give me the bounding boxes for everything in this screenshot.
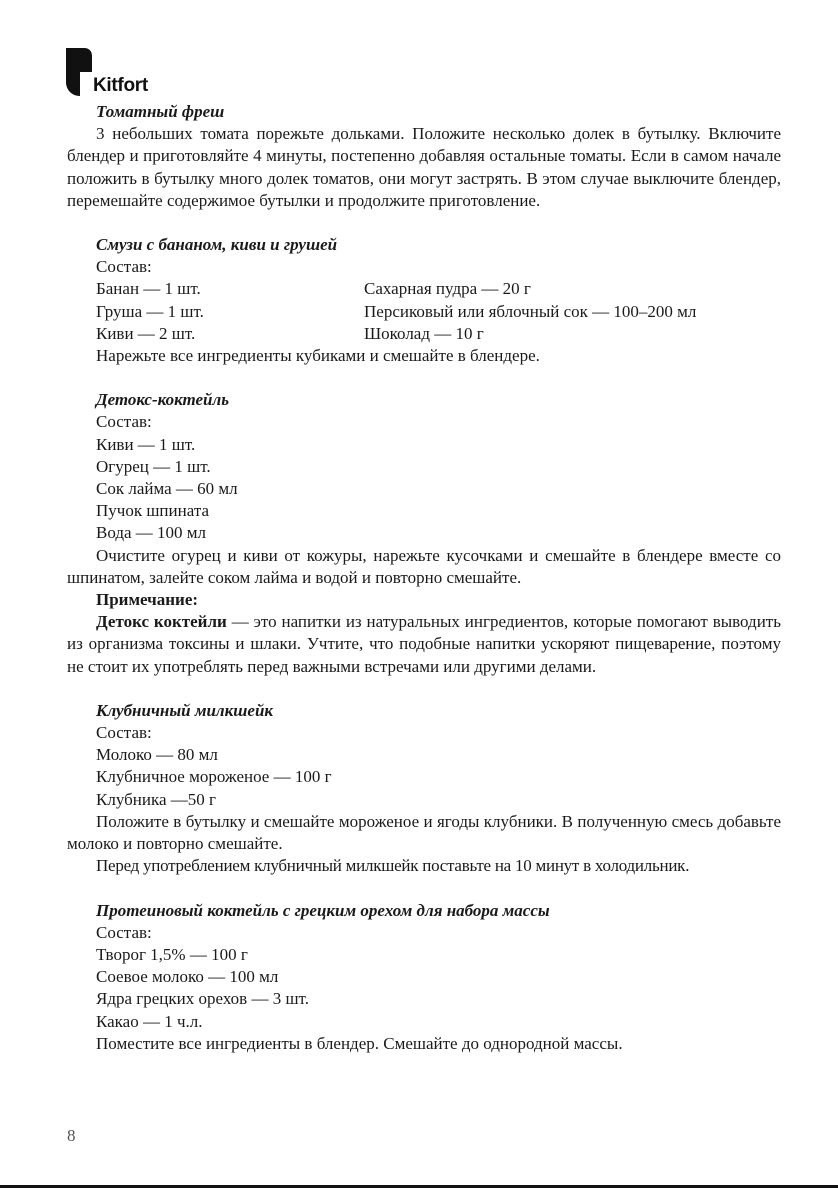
- ingredient: Огурец — 1 шт.: [96, 456, 211, 476]
- ingredient: Ядра грецких орехов — 3 шт.: [96, 989, 309, 1009]
- ingredient: Персиковый или яблочный сок — 100–200 мл: [364, 301, 697, 321]
- composition-label: Состав:: [96, 412, 152, 432]
- recipe-title-protein: Протеиновый коктейль с грецким орехом для набора массы: [96, 900, 550, 920]
- kitfort-logo: [66, 48, 166, 98]
- ingredient: Творог 1,5% — 100 г: [96, 944, 248, 964]
- note-term: Детокс коктейли: [96, 612, 227, 632]
- ingredient: Соевое молоко — 100 мл: [96, 967, 279, 987]
- kitfort-logo-icon: [66, 48, 92, 96]
- composition-label: Состав:: [96, 257, 152, 277]
- ingredient: Молоко — 80 мл: [96, 745, 218, 765]
- recipes-content: [67, 101, 781, 1055]
- ingredient: Пучок шпината: [96, 501, 210, 521]
- note-text: — это напитки из натуральных ингредиентов, которые помогают выводить из организма токсины и шлаки. Учтите, что подобные напитки ускоряют пищеварение, поэтому не стоит их употреблять перед важными встречами или другими делами.: [67, 612, 781, 676]
- ingredient: Сок лайма — 60 мл: [96, 479, 238, 499]
- composition-label: Состав:: [96, 723, 152, 743]
- brand-name: Kitfort: [93, 75, 148, 96]
- recipe-text-tomato: 3 небольших томата порежьте дольками. Положите несколько долек в бутылку. Включите блендер и приготовляйте 4 минуты, постепенно добавляя остальные томаты. Если в самом начале положить в бутылку много долек томатов, они могут застрять. В этом случае выключите блендер, перемешайте содержимое бутылки и продолжите приготовление.: [67, 124, 781, 210]
- recipe-title-detox: Детокс-коктейль: [96, 390, 229, 410]
- recipe-instruction-milkshake-2: Перед употреблением клубничный милкшейк поставьте на 10 минут в холодильник.: [96, 856, 690, 876]
- ingredient-row: [67, 301, 781, 323]
- ingredient: Клубничное мороженое — 100 г: [96, 767, 332, 787]
- recipe-instruction-milkshake: Положите в бутылку и смешайте мороженое и ягоды клубники. В полученную смесь добавьте молоко и повторно смешайте.: [67, 811, 781, 854]
- composition-label: Состав:: [96, 922, 152, 942]
- recipe-title-milkshake: Клубничный милкшейк: [96, 700, 274, 720]
- ingredient: Киви — 1 шт.: [96, 434, 196, 454]
- ingredient: Груша — 1 шт.: [96, 301, 204, 321]
- recipe-instruction-protein: Поместите все ингредиенты в блендер. Смешайте до однородной массы.: [96, 1033, 623, 1053]
- ingredient-row: [67, 278, 781, 300]
- ingredient: Вода — 100 мл: [96, 523, 207, 543]
- recipe-title-smoothie: Смузи с бананом, киви и грушей: [96, 235, 338, 255]
- recipe-title-tomato: Томатный фреш: [96, 102, 225, 121]
- ingredient: Сахарная пудра — 20 г: [364, 279, 531, 299]
- ingredient-row: [67, 323, 781, 345]
- ingredient: Клубника —50 г: [96, 789, 216, 809]
- page-number: 8: [67, 1126, 76, 1145]
- ingredient: Банан — 1 шт.: [96, 279, 201, 299]
- note-paragraph: [67, 611, 781, 678]
- ingredient: Шоколад — 10 г: [364, 323, 484, 343]
- ingredient: Киви — 2 шт.: [96, 323, 196, 343]
- ingredient: Какао — 1 ч.л.: [96, 1011, 203, 1031]
- note-label: Примечание:: [96, 590, 199, 610]
- recipe-instruction-detox: Очистите огурец и киви от кожуры, нарежьте кусочками и смешайте в блендере вместе со шпинатом, залейте соком лайма и водой и повторно смешайте.: [67, 545, 781, 587]
- recipe-instruction-smoothie: Нарежьте все ингредиенты кубиками и смешайте в блендере.: [96, 346, 540, 366]
